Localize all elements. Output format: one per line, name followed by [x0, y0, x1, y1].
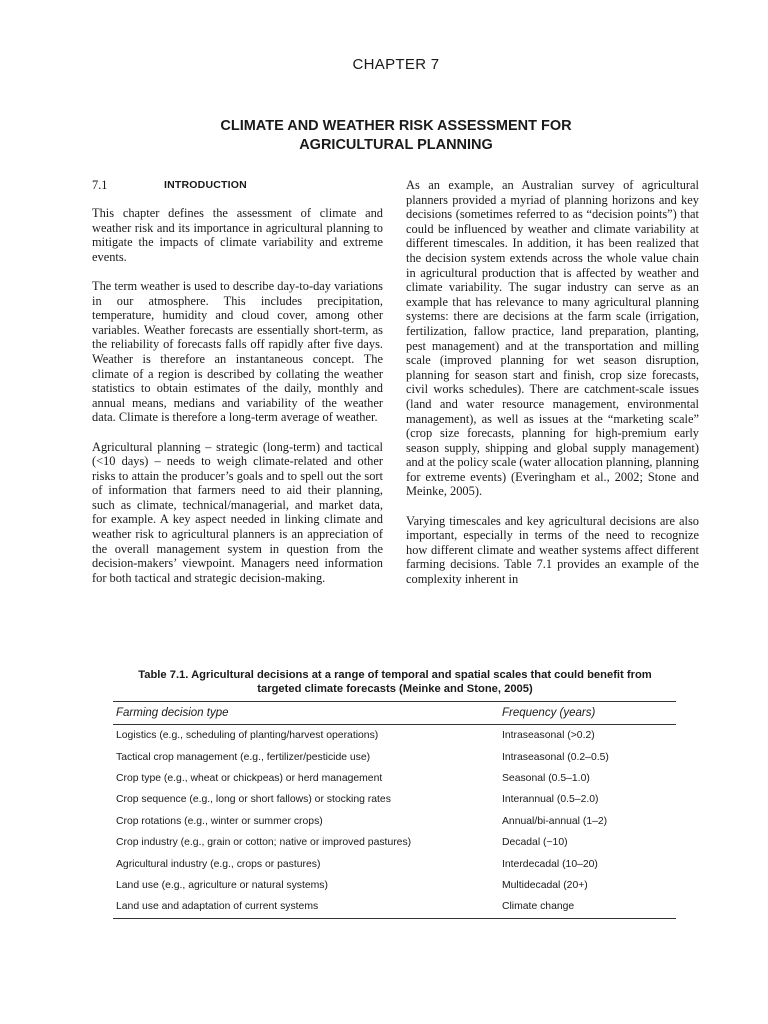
frequency-cell: Intraseasonal (0.2–0.5)	[502, 751, 609, 763]
decision-cell: Agricultural industry (e.g., crops or pastures)	[116, 858, 321, 870]
table-caption-line-1: Table 7.1. Agricultural decisions at a range of temporal and spatial scales that could benefit from	[138, 669, 652, 681]
table-row	[113, 725, 676, 747]
table-row	[113, 832, 676, 853]
table-row	[113, 811, 676, 832]
chapter-title-line-2: AGRICULTURAL PLANNING	[299, 137, 493, 153]
decision-cell: Crop industry (e.g., grain or cotton; native or improved pastures)	[116, 837, 412, 849]
decision-cell: Crop type (e.g., wheat or chickpeas) or herd management	[116, 772, 383, 784]
column-header-decision-type: Farming decision type	[113, 702, 499, 725]
paragraph: As an example, an Australian survey of agricultural planners provided a myriad of planning horizons and key decisions (sometimes referred to as “decision points”) that could be influenced by weather and climate variability at different timescales. In addition, it has been realized that the decision system extends across the whole value chain in agricultural production that is affected by weather and climate variability. The sugar industry can serve as an example that has relevance to many agricultural planning systems: there are decisions at the farm scale (irrigation, fertilization, fallow practice, land preparation, planting, pest management) and at the transportation and milling scale (improved planning for wet season disruption, planning for season start and finish, crop size forecasts, civil works schedules). There are catchment-scale issues (land and water resource management, environmental management), as well as issues at the “marketing scale” (crop size forecasts, planning for high-premium early season supply, shipping and global supply management) and at the policy scale (water allocation planning, planning for extreme events) (Everingham et al., 2002; Stone and Meinke, 2005).	[406, 178, 699, 499]
decision-cell: Logistics (e.g., scheduling of planting/harvest operations)	[116, 730, 379, 742]
chapter-title-line-1: CLIMATE AND WEATHER RISK ASSESSMENT FOR	[220, 118, 572, 134]
frequency-cell: Multidecadal (20+)	[502, 879, 588, 891]
frequency-cell: Interdecadal (10–20)	[502, 858, 598, 870]
chapter-label: CHAPTER 7	[352, 56, 440, 73]
table-row	[113, 896, 676, 918]
paragraph: Varying timescales and key agricultural decisions are also important, especially in terms of the need to recognize how different climate and weather systems affect different farming decisions. Table 7.1 provides an example of the complexity inherent in	[406, 513, 699, 587]
paragraph: The term weather is used to describe day-to-day variations in our atmosphere. This includes precipitation, temperature, humidity and cloud cover, among other variables. Weather forecasts are essentially short-term, as the reliability of forecasts falls off rapidly after five days. Weather is therefore an instantaneous concept. The climate of a region is described by collating the weather statistics to obtain estimates of the daily, monthly and annual means, medians and variability of the weather data. Climate is therefore a long-term average of weather.	[92, 278, 383, 425]
column-header-frequency: Frequency (years)	[499, 702, 676, 725]
decision-cell: Crop rotations (e.g., winter or summer crops)	[116, 815, 323, 827]
table-caption	[110, 669, 680, 697]
frequency-cell: Climate change	[499, 896, 676, 918]
paragraph: This chapter defines the assessment of climate and weather risk and its importance in agricultural planning to mitigate the impacts of climate variability and extreme events.	[92, 206, 383, 264]
decision-cell: Tactical crop management (e.g., fertilizer/pesticide use)	[116, 751, 371, 763]
decisions-table	[113, 701, 676, 919]
frequency-cell: Seasonal (0.5–1.0)	[502, 772, 590, 784]
paragraph: Agricultural planning – strategic (long-term) and tactical (<10 days) – needs to weigh climate-related and other risks to attain the producer’s goals and to spell out the sort of information that farmers need to aid their planning, such as climate, technical/managerial, and market data, for example. A key aspect needed in linking climate and weather risk to agricultural planners is an appreciation of the overall management system in question from the decision-makers’ viewpoint. Managers need information for both tactical and strategic decision-making.	[92, 439, 383, 585]
frequency-cell: Intraseasonal (>0.2)	[502, 730, 595, 742]
frequency-cell: Decadal (~10)	[502, 837, 568, 849]
table-row	[113, 875, 676, 896]
table-row	[113, 746, 676, 767]
section-title: INTRODUCTION	[164, 179, 247, 191]
chapter-title	[0, 117, 768, 155]
table-row	[113, 853, 676, 874]
section-heading	[92, 178, 383, 192]
table-caption-line-2: targeted climate forecasts (Meinke and Stone, 2005)	[257, 682, 533, 695]
right-column	[406, 178, 699, 601]
decision-cell: Crop sequence (e.g., long or short fallows) or stocking rates	[116, 794, 391, 806]
table-header-row	[113, 702, 676, 725]
table-row	[113, 768, 676, 789]
left-column	[92, 178, 383, 600]
section-number: 7.1	[92, 178, 108, 192]
decision-cell: Land use and adaptation of current systems	[113, 896, 499, 918]
frequency-cell: Interannual (0.5–2.0)	[502, 794, 599, 806]
frequency-cell: Annual/bi-annual (1–2)	[502, 815, 608, 827]
table-row	[113, 789, 676, 810]
decision-cell: Land use (e.g., agriculture or natural systems)	[116, 879, 328, 891]
